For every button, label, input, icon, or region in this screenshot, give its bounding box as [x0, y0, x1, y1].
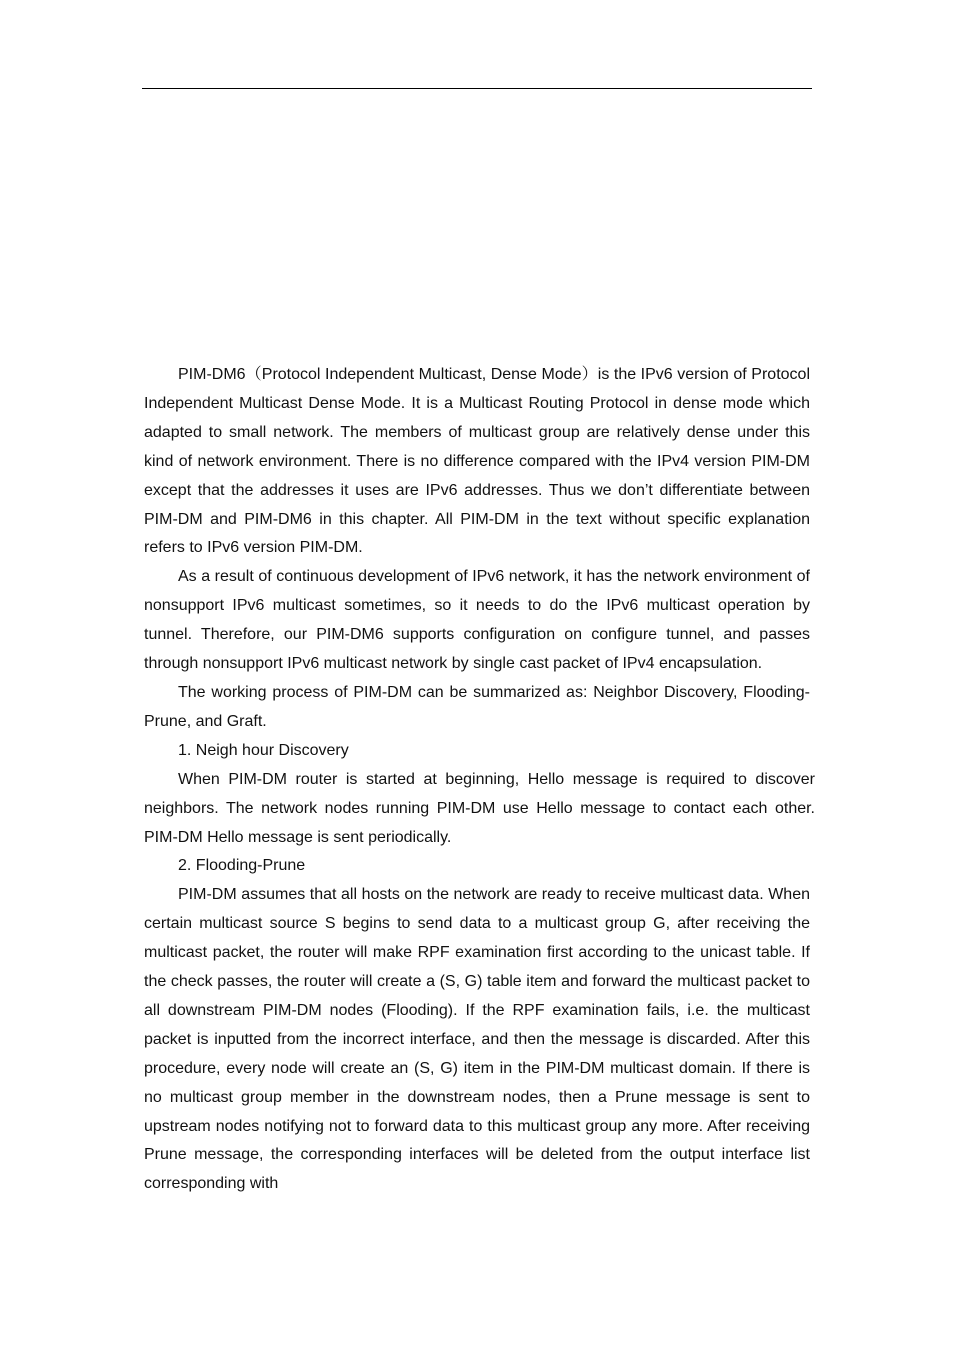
section-heading-neighbor-discovery: 1. Neigh hour Discovery: [178, 741, 349, 759]
paragraph-working-process: The working process of PIM-DM can be summarized as: Neighbor Discovery, Flooding-Prune, and Graft.: [144, 683, 810, 730]
paragraph-flooding-prune: PIM-DM assumes that all hosts on the network are ready to receive multicast data. When certain multicast source S begins to send data to a multicast group G, after receiving the multicast packet, the router will make RPF examination first according to the unicast table. If the check passes, the router will create a (S, G) table item and forward the multicast packet to all downstream PIM-DM nodes (Flooding). If the RPF examination fails, i.e. the multicast packet is inputted from the incorrect interface, and then the message is discarded. After this procedure, every node will create an (S, G) item in the PIM-DM multicast domain. If there is no multicast group member in the downstream nodes, then a Prune message is sent to upstream nodes notifying not to forward data to this multicast group any more. After receiving Prune message, the corresponding interfaces will be deleted from the output interface list corresponding with: [144, 886, 810, 1193]
paragraph-neighbor-discovery: When PIM-DM router is started at beginning, Hello message is required to discover neighbors. The network nodes running PIM-DM use Hello message to contact each other. PIM-DM Hello message is sent periodically.: [144, 770, 815, 846]
header-rule: [142, 88, 812, 89]
paragraph-intro: PIM-DM6（Protocol Independent Multicast, Dense Mode）is the IPv6 version of Protocol Independent Multicast Dense Mode. It is a Multicast Routing Protocol in dense mode which adapted to small network. The members of multicast group are relatively dense under this kind of network environment. There is no difference compared with the IPv4 version PIM-DM except that the addresses it uses are IPv6 addresses. Thus we don’t differentiate between PIM-DM and PIM-DM6 in this chapter. All PIM-DM in the text without specific explanation refers to IPv6 version PIM-DM.: [144, 366, 810, 557]
page-body: [144, 361, 815, 1199]
paragraph-tunnel: As a result of continuous development of IPv6 network, it has the network environment of nonsupport IPv6 multicast sometimes, so it needs to do the IPv6 multicast operation by tunnel. Therefore, our PIM-DM6 supports configuration on configure tunnel, and passes through nonsupport IPv6 multicast network by single cast packet of IPv4 encapsulation.: [144, 568, 810, 673]
section-heading-flooding-prune: 2. Flooding-Prune: [178, 857, 306, 875]
